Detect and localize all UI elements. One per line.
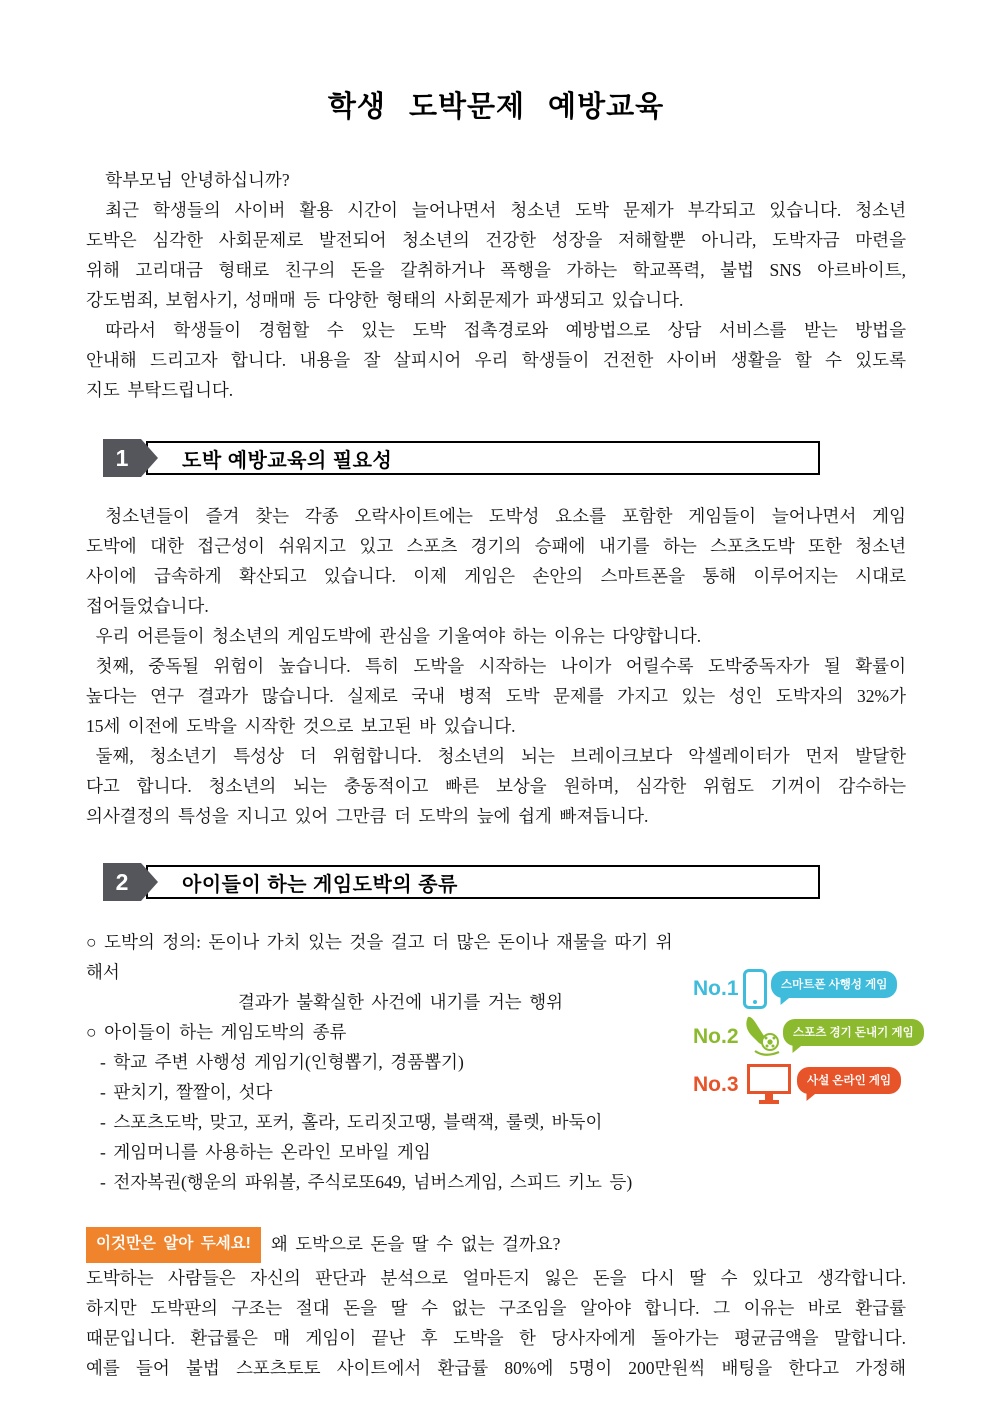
badge-arrow-icon	[141, 863, 158, 901]
section-number-badge: 1	[103, 439, 141, 477]
text-line: 때문입니다. 환급률은 매 게임이 끝난 후 도박을 한 당사자에게 돌아가는 평균금액을 말합니다.	[86, 1328, 906, 1348]
tip-heading-line	[86, 1227, 906, 1263]
game-gambling-ranking-graphic	[693, 966, 918, 1110]
section2-title: 아이들이 하는 게임도박의 종류	[146, 865, 820, 899]
soccer-kick-icon	[743, 1016, 783, 1058]
text-line: 지도 부탁드립니다.	[86, 380, 234, 400]
list-item: - 판치기, 짤짤이, 섯다	[100, 1082, 273, 1102]
badge-arrow-icon	[141, 439, 158, 477]
rank-label: No.1	[693, 977, 739, 1000]
section1-header	[103, 439, 906, 477]
text-line: 첫째, 중독될 위험이 높습니다. 특히 도박을 시작하는 나이가 어릴수록 도박중독자가 될 확률이	[95, 656, 906, 676]
definition-line: ○ 도박의 정의: 돈이나 가치 있는 것을 걸고 더 많은 돈이나 재물을 따기 위해서	[86, 932, 673, 982]
monitor-icon	[747, 1064, 791, 1094]
ranking-row-3	[693, 1062, 918, 1108]
text-line: 우리 어른들이 청소년의 게임도박에 관심을 기울여야 하는 이유는 다양합니다.	[95, 626, 702, 646]
list-item: - 스포츠도박, 맞고, 포커, 홀라, 도리짓고땡, 블랙잭, 룰렛, 바둑이	[100, 1112, 603, 1132]
rank-label: No.2	[693, 1025, 739, 1048]
text-line: 다고 합니다. 청소년의 뇌는 충동적이고 빠른 보상을 원하며, 심각한 위험도 기꺼이 감수하는	[86, 776, 906, 796]
text-line: 사이에 급속하게 확산되고 있습니다. 이제 게임은 손안의 스마트폰을 통해 이루어지는 시대로	[86, 566, 906, 586]
section1-title: 도박 예방교육의 필요성	[146, 441, 820, 475]
ranking-row-2	[693, 1014, 918, 1060]
tip-block	[86, 1227, 906, 1383]
smartphone-icon	[743, 969, 767, 1009]
text-line: 하지만 도박판의 구조는 절대 돈을 딸 수 없는 구조임을 알아야 합니다. 그 이유는 바로 환급률	[86, 1298, 906, 1318]
page-title: 학생 도박문제 예방교육	[327, 91, 665, 123]
section-number-badge: 2	[103, 863, 141, 901]
speech-bubble: 스포츠 경기 돈내기 게임	[783, 1019, 924, 1046]
text-line: 청소년들이 즐겨 찾는 각종 오락사이트에는 도박성 요소를 포함한 게임들이 늘어나면서 게임	[105, 506, 906, 526]
list-item: - 전자복권(행운의 파워볼, 주식로또649, 넘버스게임, 스피드 키노 등)	[100, 1172, 633, 1192]
section2-header	[103, 863, 906, 901]
text-line: 예를 들어 불법 스포츠토토 사이트에서 환급률 80%에 5명이 200만원씩 배팅을 한다고 가정해	[86, 1358, 906, 1378]
list-heading: ○ 아이들이 하는 게임도박의 종류	[86, 1022, 347, 1042]
text-line: 접어들었습니다.	[86, 596, 209, 616]
text-line: 도박에 대한 접근성이 쉬워지고 있고 스포츠 경기의 승패에 내기를 하는 스포츠도박 또한 청소년	[86, 536, 906, 556]
speech-bubble: 스마트폰 사행성 게임	[771, 971, 897, 998]
text-line: 최근 학생들의 사이버 활용 시간이 늘어나면서 청소년 도박 문제가 부각되고 있습니다. 청소년	[105, 200, 906, 220]
text-line: 따라서 학생들이 경험할 수 있는 도박 접촉경로와 예방법으로 상담 서비스를 받는 방법을	[105, 320, 906, 340]
text-line: 학부모님 안녕하십니까?	[105, 170, 290, 190]
intro-paragraphs	[86, 165, 906, 405]
tip-badge: 이것만은 알아 두세요!	[86, 1227, 261, 1263]
speech-bubble: 사설 온라인 게임	[797, 1067, 901, 1094]
text-line: 도박하는 사람들은 자신의 판단과 분석으로 얼마든지 잃은 돈을 다시 딸 수 있다고 생각합니다.	[86, 1268, 906, 1288]
ranking-row-1	[693, 966, 918, 1012]
list-item: - 게임머니를 사용하는 온라인 모바일 게임	[100, 1142, 431, 1162]
definition-line: 결과가 불확실한 사건에 내기를 거는 행위	[238, 992, 564, 1012]
rank-label: No.3	[693, 1073, 739, 1096]
section2-list	[86, 927, 686, 1197]
text-line: 15세 이전에 도박을 시작한 것으로 보고된 바 있습니다.	[86, 716, 516, 736]
text-line: 높다는 연구 결과가 많습니다. 실제로 국내 병적 도박 문제를 가지고 있는 성인 도박자의 32%가	[86, 686, 906, 706]
text-line: 위해 고리대금 형태로 친구의 돈을 갈취하거나 폭행을 가하는 학교폭력, 불법 SNS 아르바이트,	[86, 260, 906, 280]
tip-question: 왜 도박으로 돈을 딸 수 없는 걸까요?	[270, 1234, 561, 1254]
text-line: 의사결정의 특성을 지니고 있어 그만큼 더 도박의 늪에 쉽게 빠져듭니다.	[86, 806, 649, 826]
text-line: 강도범죄, 보험사기, 성매매 등 다양한 형태의 사회문제가 파생되고 있습니다.	[86, 290, 684, 310]
text-line: 둘째, 청소년기 특성상 더 위험합니다. 청소년의 뇌는 브레이크보다 악셀레이터가 먼저 발달한	[95, 746, 906, 766]
text-line: 안내해 드리고자 합니다. 내용을 잘 살피시어 우리 학생들이 건전한 사이버 생활을 할 수 있도록	[86, 350, 906, 370]
text-line: 도박은 심각한 사회문제로 발전되어 청소년의 건강한 성장을 저해할뿐 아니라, 도박자금 마련을	[86, 230, 906, 250]
list-item: - 학교 주변 사행성 게임기(인형뽑기, 경품뽑기)	[100, 1052, 464, 1072]
section1-paragraphs	[86, 501, 906, 831]
